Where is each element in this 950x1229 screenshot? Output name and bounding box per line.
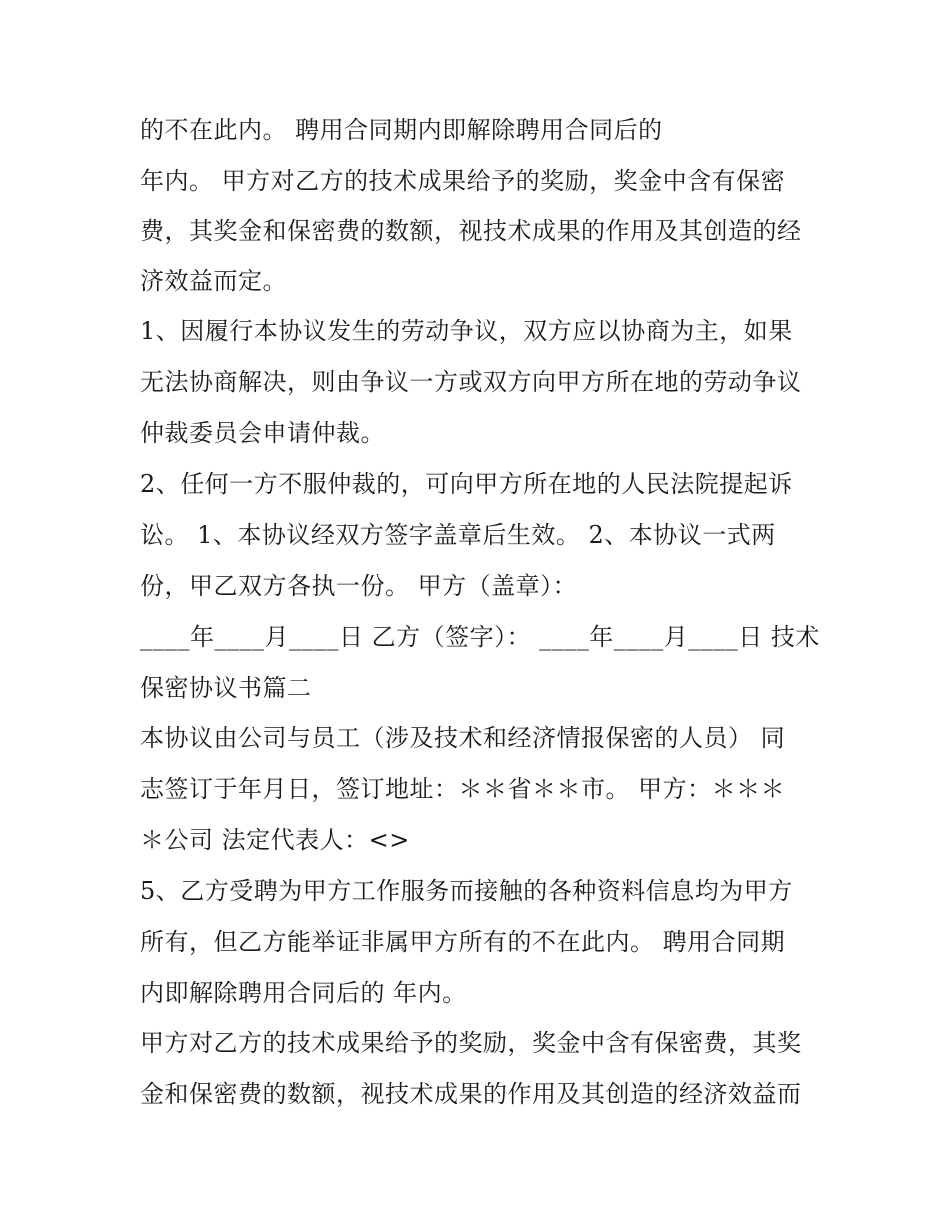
text-line: 济效益而定。 <box>140 267 287 295</box>
text-line: 讼。 1、本协议经双方签字盖章后生效。 2、本协议一式两 <box>140 521 776 549</box>
text-line: ____年____月____日 乙方（签字）： ____年____月____日 技术 <box>140 623 820 651</box>
text-line: 本协议由公司与员工（涉及技术和经济情报保密的人员） 同 <box>140 724 786 752</box>
text-line: 所有，但乙方能举证非属甲方所有的不在此内。 聘用合同期 <box>140 928 786 956</box>
text-line: 年内。 甲方对乙方的技术成果给予的奖励，奖金中含有保密 <box>140 167 786 195</box>
text-line: 志签订于年月日，签订地址：＊＊省＊＊市。 甲方：＊＊＊ <box>140 775 786 803</box>
text-line: 2、任何一方不服仲裁的，可向甲方所在地的人民法院提起诉 <box>140 470 793 498</box>
text-line: 1、因履行本协议发生的劳动争议，双方应以协商为主，如果 <box>140 317 793 345</box>
section-heading: 保密协议书篇二 <box>140 674 312 702</box>
text-line: 金和保密费的数额，视技术成果的作用及其创造的经济效益而 <box>140 1080 802 1108</box>
text-line: 费，其奖金和保密费的数额，视技术成果的作用及其创造的经 <box>140 217 802 245</box>
text-line: 份，甲乙双方各执一份。 甲方（盖章）： <box>140 572 578 600</box>
text-line: ＊公司 法定代表人：<> <box>140 826 410 854</box>
text-line: 无法协商解决，则由争议一方或双方向甲方所在地的劳动争议 <box>140 368 802 396</box>
text-line: 内即解除聘用合同后的 年内。 <box>140 979 467 1007</box>
text-line: 5、乙方受聘为甲方工作服务而接触的各种资料信息均为甲方 <box>140 877 793 905</box>
text-line: 甲方对乙方的技术成果给予的奖励，奖金中含有保密费，其奖 <box>140 1029 802 1057</box>
text-line: 仲裁委员会申请仲裁。 <box>140 419 385 447</box>
text-line: 的不在此内。 聘用合同期内即解除聘用合同后的 <box>140 116 663 144</box>
